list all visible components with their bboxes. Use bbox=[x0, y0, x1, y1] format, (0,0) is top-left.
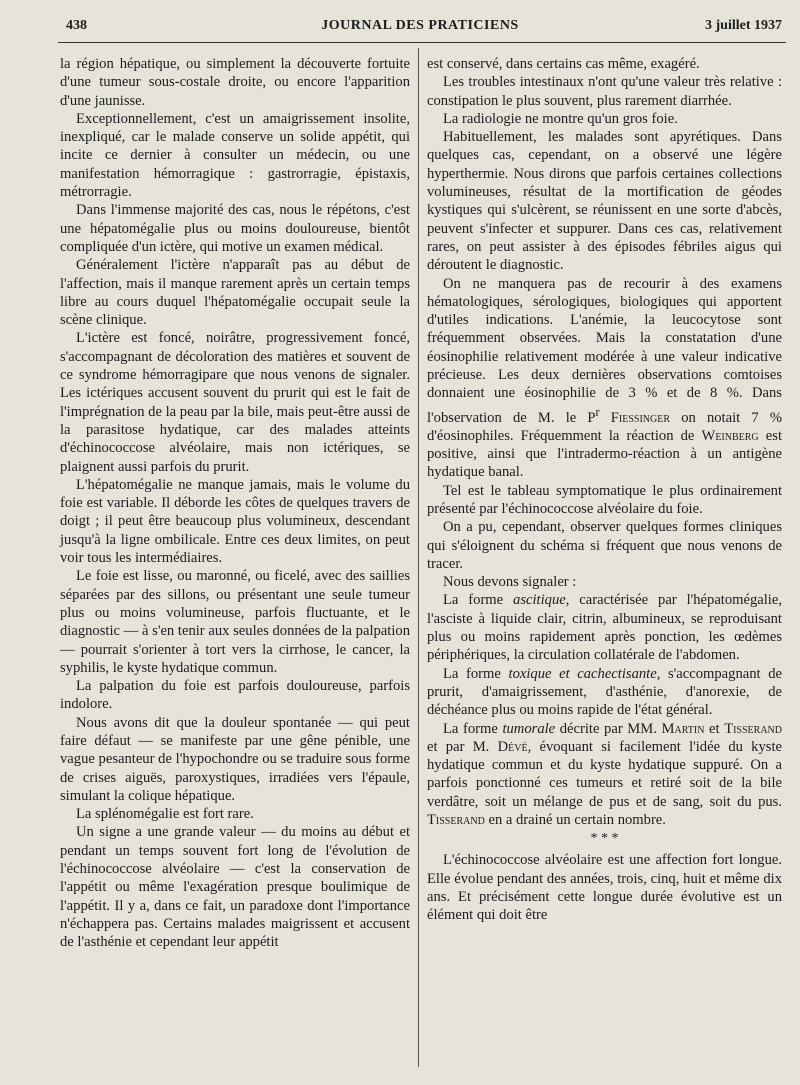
page-number: 438 bbox=[66, 18, 87, 33]
paragraph: On a pu, cependant, observer quelques formes cliniques qui s'éloignent du schéma si fréquent que nous venons de tracer. bbox=[427, 519, 782, 572]
author-name: Tisserand bbox=[724, 720, 782, 737]
author-name: Tisserand bbox=[427, 812, 485, 829]
paragraph-ascitic-form: La forme ascitique, caractérisée par l'hépatomégalie, l'asciste à liquide clair, citrin, albumineux, se reproduisant plus ou moins rapidement après ponction, les œdèmes périphériques, la circulation collatérale de l'abdomen. bbox=[427, 592, 782, 664]
paragraph: Exceptionnellement, c'est un amaigrissement insolite, inexpliqué, car le malade conserve un solide appétit, qui incite ce dernier à consulter un médecin, ou une manifestation hémorragique : gastrorragie, épistaxis, métrorragie. bbox=[60, 110, 410, 201]
column-divider bbox=[418, 48, 419, 1067]
page-header bbox=[58, 14, 782, 38]
paragraph-toxic-form: La forme toxique et cachectisante, s'accompagnant de prurit, d'amaigrissement, d'asthénie, d'anorexie, de déchéance plus ou moins rapide de l'état général. bbox=[427, 665, 782, 719]
paragraph: Généralement l'ictère n'apparaît pas au début de l'affection, mais il manque rarement après un certain temps libre au cours duquel l'hépatomégalie occupait seule la scène clinique. bbox=[60, 257, 410, 329]
paragraph-lab-tests: On ne manquera pas de recourir à des examens hématologiques, sérologiques, biologiques qui apportent d'utiles indications. L'anémie, la leucocytose sont fréquemment observées. Mais la constatation d'une éosinophilie relativement modérée à une valeur indicative précieuse. Les deux dernières observations comtoises donnaient une éosinophilie de 3 % et de 8 %. Dans l'observation de M. le $P^r$ Fiessinger on notait 7 % d'éosinophiles. Fréquemment la réaction de Weinberg est positive, ainsi que l'intradermo-réaction à un antigène hydatique banal. bbox=[427, 275, 782, 481]
header-rule bbox=[58, 42, 786, 43]
author-name: Dévé bbox=[497, 738, 528, 755]
paragraph: Nous devons signaler : bbox=[443, 574, 577, 591]
paragraph: La palpation du foie est parfois douloureuse, parfois indolore. bbox=[60, 678, 410, 713]
right-column bbox=[427, 55, 782, 925]
paragraph: L'échinococcose alvéolaire est une affection fort longue. Elle évolue pendant des années, trois, cinq, huit et même dix ans. Et précisément cette longue durée évolutive est un élément qui doit être bbox=[427, 852, 782, 924]
left-column bbox=[60, 55, 410, 952]
paragraph: la région hépatique, ou simplement la découverte fortuite d'une tumeur sous-costale droite, ou encore l'apparition d'une jaunisse. bbox=[60, 56, 410, 109]
paragraph: Le foie est lisse, ou maronné, ou ficelé, avec des saillies séparées par des sillons, ou présentant une seule tumeur plus ou moins volumineuse, parfois fluctuante, et le diagnostic — à s'en tenir aux seules données de la palpation — pourrait s'orienter à tort vers la cirrhose, le cancer, la syphilis, le kyste hydatique commun. bbox=[60, 568, 410, 676]
paragraph: Un signe a une grande valeur — du moins au début et pendant un temps souvent fort long de l'évolution de l'échinococcose alvéolaire — c'est la conservation de l'appétit ou même l'exagération presque boulimique de l'appétit. Il y a, dans ce fait, un paradoxe dont l'importance n'échappera pas. Certains malades maigrissent et accusent de l'asthénie et cependant leur appétit bbox=[60, 824, 410, 951]
paragraph-tumoral-form: La forme tumorale décrite par MM. Martin et Tisserand et par M. Dévé, évoquant si facilement l'idée du kyste hydatique commun et du kyste hydatique suppuré. On a parfois ponctionné ces tumeurs et retiré soit de la bile verdâtre, soit un mélange de pus et de sang, soit du pus. Tisserand en a drainé un certain nombre. bbox=[427, 720, 782, 829]
paragraph: La radiologie ne montre qu'un gros foie. bbox=[443, 110, 678, 127]
paragraph: Nous avons dit que la douleur spontanée — qui peut faire défaut — se manifeste par une gêne pénible, une vague pesanteur de l'hypochondre ou se traduire sous forme de crises aiguës, paroxystiques, irradiées vers l'épaule, simulant la colique hépatique. bbox=[60, 714, 410, 804]
section-separator: * * * bbox=[590, 831, 619, 847]
paragraph: L'ictère est foncé, noirâtre, progressivement foncé, s'accompagnant de décoloration des matières et souvent de ce syndrome hémorragipare que nous venons de signaler. Les ictériques accusent souvent du prurit qui est le fait de l'imprégnation de la peau par la bile, mais peut-être aussi de la parasitose hydatique, car des malades atteints d'échinococcose alvéolaire, mais non ictériques, se plaignent aussi parfois du prurit. bbox=[60, 330, 410, 475]
author-name: Weinberg bbox=[701, 427, 759, 444]
paragraph: Les troubles intestinaux n'ont qu'une valeur très relative : constipation le plus souvent, plus rarement diarrhée. bbox=[427, 74, 782, 109]
paragraph: La splénomégalie est fort rare. bbox=[76, 806, 254, 823]
journal-title: JOURNAL DES PRATICIENS bbox=[321, 18, 519, 33]
paragraph: Dans l'immense majorité des cas, nous le répétons, c'est une hépatomégalie plus ou moins douloureuse, bientôt compliquée d'un ictère, qui motive un examen médical. bbox=[60, 202, 410, 255]
paragraph: Tel est le tableau symptomatique le plus ordinairement présenté par l'échinococcose alvéolaire du foie. bbox=[427, 482, 782, 517]
paragraph: Habituellement, les malades sont apyrétiques. Dans quelques cas, cependant, on a observé une légère hyperthermie. Nous dirons que parfois certaines collections volumineuses, résultat de la mortification de géodes kystiques qui s'ulcèrent, se réunissent en une sorte d'abcès, peuvent s'infecter et suppurer. Dans ces cas, relativement rares, on peut assister à des épisodes fébriles aigus qui déroutent le diagnostic. bbox=[427, 129, 782, 274]
issue-date: 3 juillet 1937 bbox=[705, 18, 782, 33]
paragraph: L'hépatomégalie ne manque jamais, mais le volume du foie est variable. Il déborde les côtes de quelques travers de doigt ; il peut être beaucoup plus volumineux, descendant jusqu'à la ligne ombilicale. Entre ces deux limites, on peut voir tous les intermédiaires. bbox=[60, 476, 410, 567]
author-name: Fiessinger bbox=[610, 409, 671, 426]
author-name: Martin bbox=[661, 720, 705, 737]
paragraph: est conservé, dans certains cas même, exagéré. bbox=[427, 56, 700, 72]
